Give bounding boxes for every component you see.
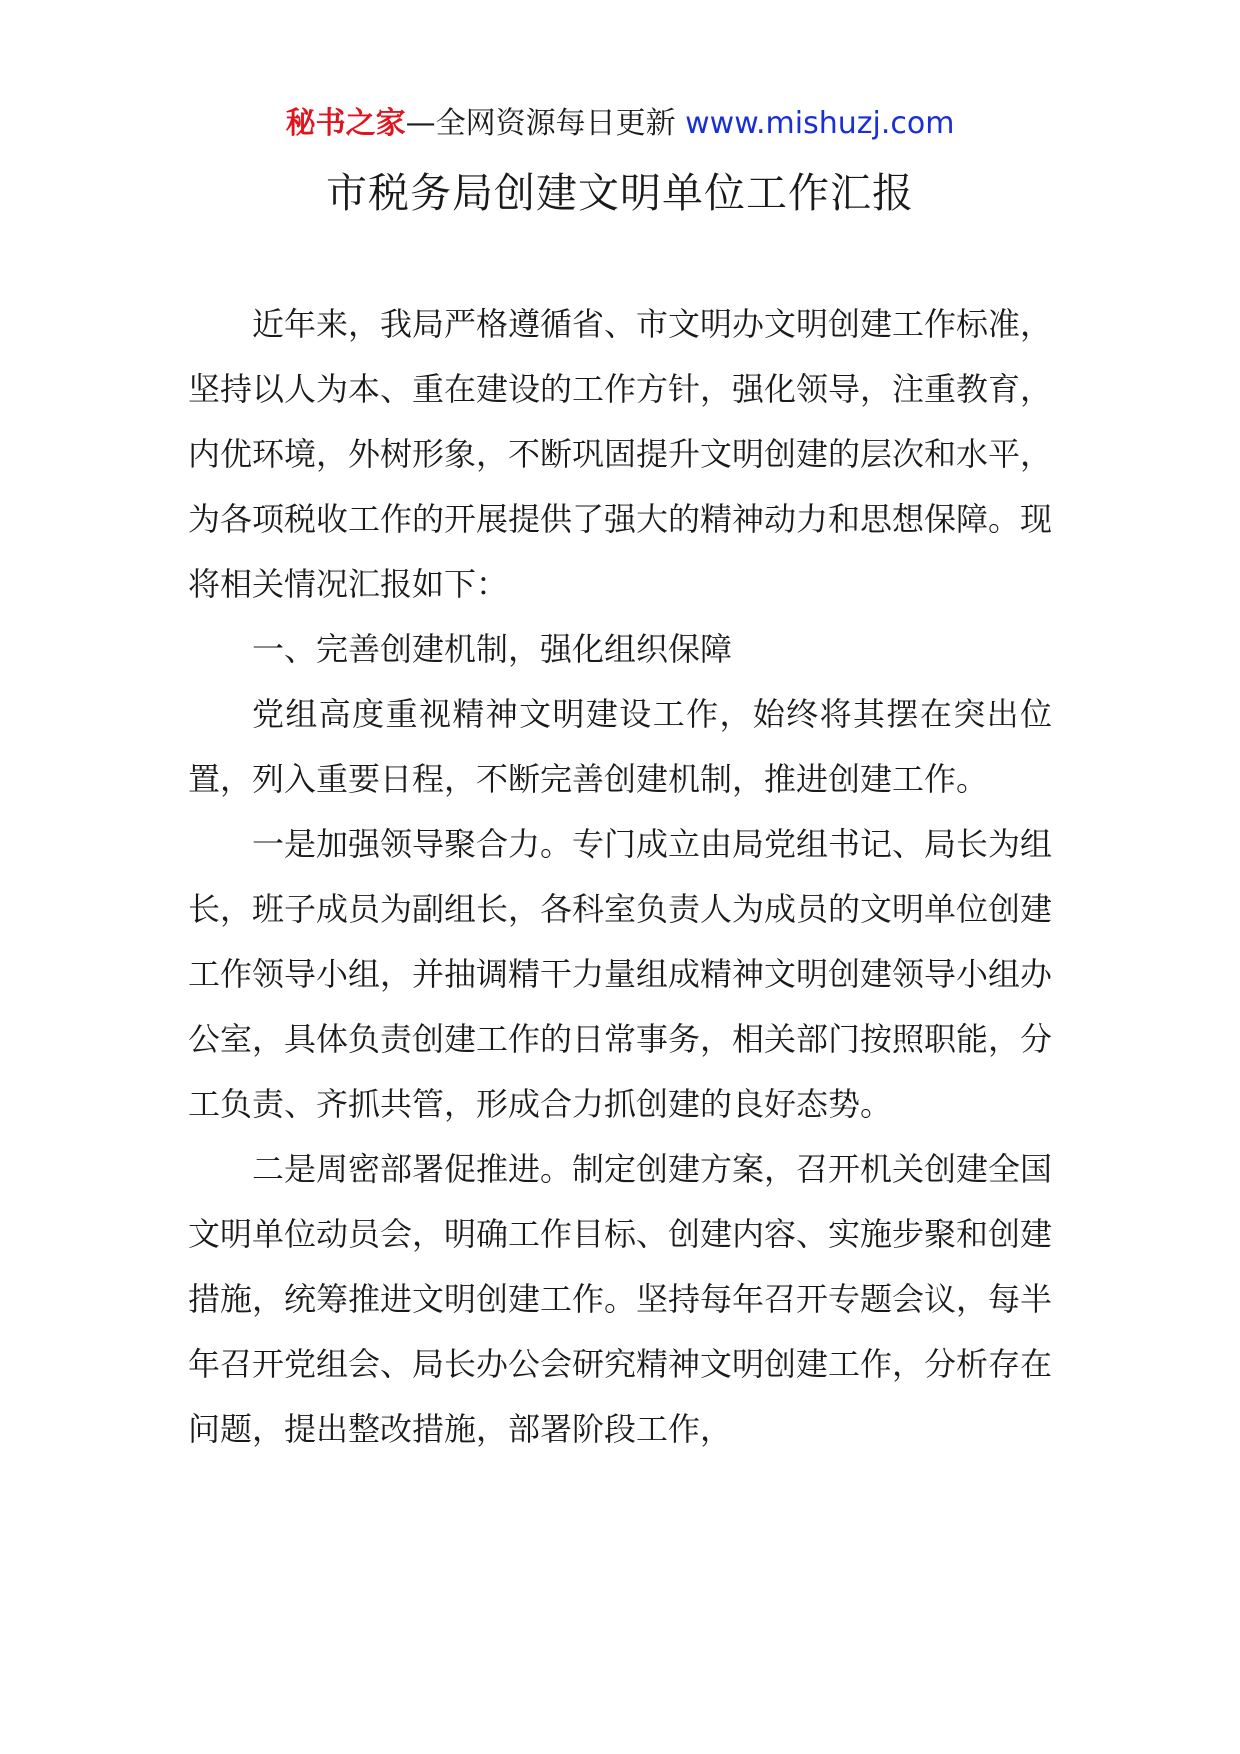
paragraph-point-2: 二是周密部署促推进。制定创建方案，召开机关创建全国文明单位动员会，明确工作目标、创建内容、实施步聚和创建措施，统筹推进文明创建工作。坚持每年召开专题会议，每半年召开党组会、局长办公会研究精神文明创建工作，分析存在问题，提出整改措施，部署阶段工作，	[188, 1150, 1053, 1448]
site-header	[0, 102, 1240, 146]
paragraph-section-1-intro: 党组高度重视精神文明建设工作，始终将其摆在突出位置，列入重要日程，不断完善创建机制，推进创建工作。	[188, 695, 1052, 798]
document-body	[188, 292, 1052, 1462]
document-title: 市税务局创建文明单位工作汇报	[326, 169, 914, 217]
site-url-link[interactable]: www.mishuzj.com	[685, 106, 955, 141]
paragraph-intro: 近年来，我局严格遵循省、市文明办文明创建工作标准，坚持以人为本、重在建设的工作方针，强化领导，注重教育，内优环境，外树形象，不断巩固提升文明创建的层次和水平，为各项税收工作的开展提供了强大的精神动力和思想保障。现将相关情况汇报如下：	[188, 305, 1053, 603]
site-brand: 秘书之家	[285, 106, 406, 141]
section-heading-1: 一、完善创建机制，强化组织保障	[252, 630, 733, 668]
paragraph-point-1: 一是加强领导聚合力。专门成立由局党组书记、局长为组长，班子成员为副组长，各科室负责人为成员的文明单位创建工作领导小组，并抽调精干力量组成精神文明创建领导小组办公室，具体负责创建工作的日常事务，相关部门按照职能，分工负责、齐抓共管，形成合力抓创建的良好态势。	[188, 825, 1053, 1123]
site-tagline: —全网资源每日更新	[405, 106, 686, 141]
